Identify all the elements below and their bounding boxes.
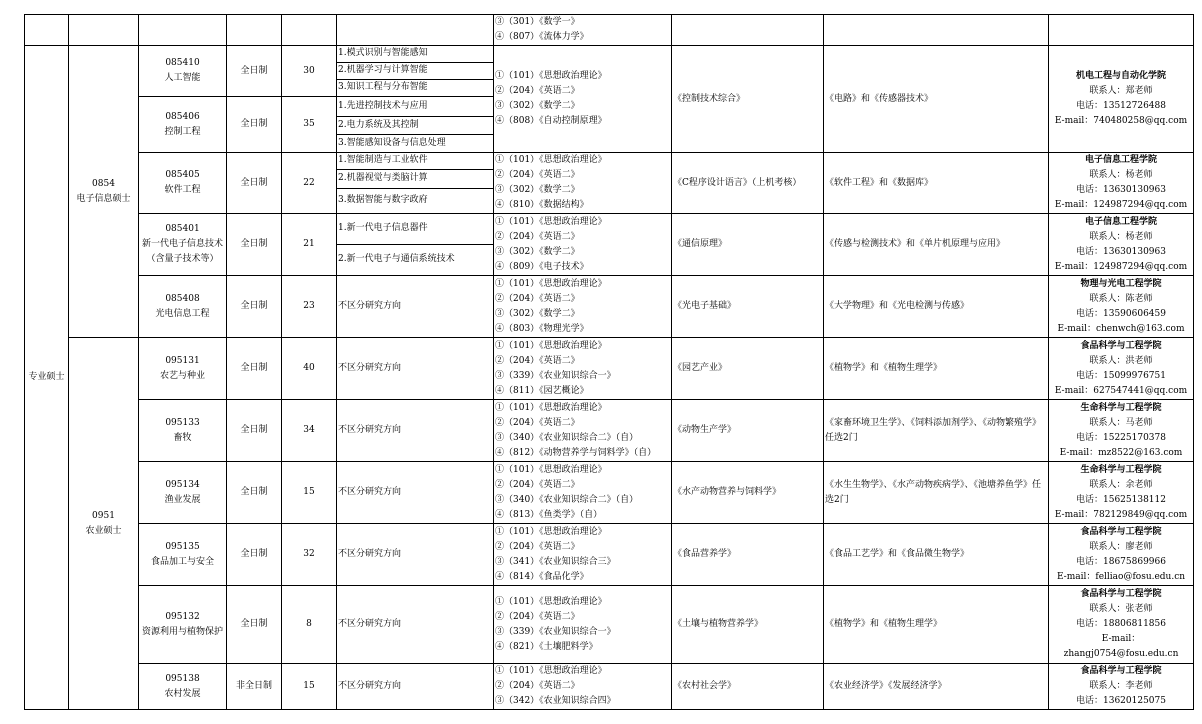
exam-subject: ④（821）《土壤肥料学》 [495, 641, 598, 652]
table-row [25, 276, 1194, 338]
major-name: 农艺与种业 [159, 370, 205, 381]
contact-phone: 电话：15625138112 [1076, 494, 1166, 505]
exam-subject: ③（302）《数学二》 [495, 185, 580, 195]
extra-subjects: 《大学物理》和《光电检测与传感》 [824, 276, 1049, 338]
contact-person: 联系人：马老师 [1089, 417, 1153, 428]
directions-list [337, 97, 493, 152]
extra-subjects: 《植物学》和《植物生理学》 [824, 586, 1049, 664]
exam-subjects-cell [494, 15, 672, 46]
study-mode: 全日制 [227, 338, 282, 400]
major-cell [139, 153, 227, 214]
directions-cell [337, 153, 494, 214]
professional-course: 《动物生产学》 [672, 400, 824, 462]
contact-dept: 机电工程与自动化学院 [1075, 71, 1166, 81]
quota: 35 [282, 97, 337, 153]
contact-dept: 电子信息工程学院 [1084, 216, 1157, 227]
study-mode: 非全日制 [227, 664, 282, 710]
direction-item: 1.模式识别与智能感知 [337, 46, 493, 62]
contact-cell [1049, 15, 1194, 46]
exam-subject: ③（340）《农业知识综合二》（自） [495, 494, 639, 505]
major-code: 085405 [165, 170, 200, 180]
study-mode: 全日制 [227, 153, 282, 214]
contact-phone: 电话：13620125075 [1076, 696, 1166, 706]
study-mode: 全日制 [227, 276, 282, 338]
table-row [25, 153, 1194, 214]
major-cell [139, 97, 227, 153]
professional-course: 《通信原理》 [672, 214, 824, 276]
professional-course: 《控制技术综合》 [672, 46, 824, 153]
exam-subjects-cell [494, 400, 672, 462]
contact-person: 联系人：洪老师 [1089, 355, 1153, 366]
professional-course: 《水产动物营养与饲料学》 [672, 462, 824, 524]
contact-dept: 食品科学与工程学院 [1080, 589, 1162, 599]
exam-subject: ①（101）《思想政治理论》 [495, 526, 607, 537]
quota: 32 [282, 524, 337, 586]
contact-phone: 电话：13630130963 [1076, 246, 1166, 257]
major-cell [139, 338, 227, 400]
major-code: 085408 [165, 293, 200, 304]
contact-email: E-mail：740480258@qq.com [1054, 116, 1188, 126]
exam-subject: ④（812）《动物营养学与饲料学》（自） [495, 447, 657, 458]
study-mode: 全日制 [227, 46, 282, 97]
table-row [25, 338, 1194, 400]
contact-cell [1049, 46, 1194, 153]
quota: 30 [282, 46, 337, 97]
exam-subject: ①（101）《思想政治理论》 [495, 596, 607, 607]
quota: 34 [282, 400, 337, 462]
major-cell [139, 462, 227, 524]
major-cell [139, 15, 227, 46]
discipline-name: 电子信息硕士 [76, 193, 131, 204]
category-cell [25, 15, 69, 46]
major-code: 085401 [165, 224, 200, 234]
major-code: 085410 [165, 58, 200, 68]
exam-subject: ②（204）《英语二》 [495, 293, 580, 304]
table-row [25, 46, 1194, 97]
exam-subjects-cell [494, 664, 672, 710]
table-row [25, 586, 1194, 664]
professional-course: 《园艺产业》 [672, 338, 824, 400]
major-cell [139, 664, 227, 710]
exam-subject: ①（101）《思想政治理论》 [495, 216, 607, 227]
extra-subjects: 《植物学》和《植物生理学》 [824, 338, 1049, 400]
directions-cell [337, 214, 494, 276]
contact-dept: 电子信息工程学院 [1084, 155, 1157, 165]
table-row [25, 524, 1194, 586]
direction-item: 2.电力系统及其控制 [337, 116, 493, 134]
contact-dept: 生命科学与工程学院 [1080, 464, 1162, 475]
contact-cell [1049, 400, 1194, 462]
direction-item: 1.先进控制技术与应用 [337, 97, 493, 116]
exam-subject: ④（811）《园艺概论》 [495, 385, 589, 396]
professional-course: 《光电子基础》 [672, 276, 824, 338]
major-code: 095133 [165, 417, 200, 428]
exam-subject: ②（204）《英语二》 [495, 231, 580, 242]
contact-cell [1049, 462, 1194, 524]
exam-subject: ③（302）《数学二》 [495, 308, 580, 319]
major-name: 渔业发展 [164, 494, 201, 505]
table-row [25, 664, 1194, 710]
contact-email: E-mail：782129849@qq.com [1054, 509, 1188, 520]
major-name: 光电信息工程 [155, 308, 210, 319]
contact-dept: 食品科学与工程学院 [1080, 526, 1162, 537]
exam-subject: ④（807）《流体力学》 [495, 32, 589, 42]
professional-course: 《土壤与植物营养学》 [672, 586, 824, 664]
directions-cell [337, 97, 494, 153]
directions-list [337, 153, 493, 213]
exam-subject: ③（302）《数学二》 [495, 101, 580, 111]
contact-person: 联系人：杨老师 [1089, 231, 1153, 242]
exam-subjects-cell [494, 462, 672, 524]
direction-item: 3.智能感知设备与信息处理 [338, 137, 446, 148]
exam-subject: ③（342）《农业知识综合四》 [495, 696, 616, 706]
major-name: 农村发展 [164, 688, 201, 699]
contact-phone: 电话：13512726488 [1076, 101, 1166, 111]
table-row [25, 214, 1194, 276]
professional-course: 《农村社会学》 [672, 664, 824, 710]
exam-subjects-cell [494, 46, 672, 153]
contact-email: E-mail：mz8522@163.com [1059, 447, 1183, 458]
discipline-cell [69, 15, 139, 46]
directions-text: 不区分研究方向 [337, 338, 494, 400]
major-code: 095134 [165, 479, 200, 490]
contact-person: 联系人：余老师 [1089, 479, 1153, 490]
exam-subject: ③（301）《数学一》 [495, 17, 580, 27]
contact-cell [1049, 276, 1194, 338]
major-code: 095135 [165, 541, 200, 552]
contact-phone: 电话：15099976751 [1076, 370, 1166, 381]
exam-subject: ③（341）《农业知识综合三》 [495, 556, 616, 567]
contact-phone: 电话：18675869966 [1076, 556, 1166, 567]
major-code: 095138 [165, 673, 200, 684]
direction-item: 1.智能制造与工业软件 [337, 153, 493, 169]
quota: 22 [282, 153, 337, 214]
contact-cell [1049, 586, 1194, 664]
extra-subjects: 《电路》和《传感器技术》 [824, 46, 1049, 153]
exam-subject: ①（101）《思想政治理论》 [495, 155, 607, 165]
direction-item: 3.数据智能与数字政府 [338, 195, 428, 206]
directions-text: 不区分研究方向 [337, 462, 494, 524]
extra-subjects: 《家畜环境卫生学》、《饲料添加剂学》、《动物繁殖学》任选2门 [824, 400, 1049, 462]
exam-subject: ①（101）《思想政治理论》 [495, 402, 607, 413]
directions-text: 不区分研究方向 [337, 276, 494, 338]
directions-text: 不区分研究方向 [337, 524, 494, 586]
contact-cell [1049, 153, 1194, 214]
major-name: 控制工程 [164, 126, 201, 137]
contact-dept: 食品科学与工程学院 [1080, 340, 1162, 351]
contact-email: E-mail：124987294@qq.com [1054, 261, 1188, 272]
exam-subject: ②（204）《英语二》 [495, 86, 580, 96]
exam-subject: ②（204）《英语二》 [495, 611, 580, 622]
study-mode: 全日制 [227, 524, 282, 586]
contact-email: E-mail： [1101, 634, 1141, 644]
quota: 23 [282, 276, 337, 338]
major-name: 新一代电子信息技术 [141, 239, 223, 249]
quota: 21 [282, 214, 337, 276]
extra-subjects: 《农业经济学》《发展经济学》 [824, 664, 1049, 710]
exam-subjects-cell [494, 586, 672, 664]
directions-text: 不区分研究方向 [337, 400, 494, 462]
course-cell [672, 15, 824, 46]
contact-person: 联系人：张老师 [1089, 604, 1153, 614]
contact-email-address: zhangj0754@fosu.edu.cn [1063, 649, 1179, 659]
exam-subject: ③（339）《农业知识综合一》 [495, 626, 616, 637]
directions-list [337, 46, 493, 96]
professional-course: 《C程序设计语言》（上机考核） [672, 153, 824, 214]
exam-subject: ②（204）《英语二》 [495, 417, 580, 428]
contact-email: E-mail：627547441@qq.com [1054, 385, 1188, 396]
exam-subject: ④（814）《食品化学》 [495, 571, 589, 582]
directions-text: 不区分研究方向 [337, 664, 494, 710]
study-mode: 全日制 [227, 214, 282, 276]
discipline-name: 农业硕士 [85, 525, 122, 536]
discipline-cell [69, 46, 139, 338]
major-code: 095131 [165, 355, 200, 366]
contact-email: E-mail：felliao@fosu.edu.cn [1056, 571, 1186, 582]
directions-cell [337, 15, 494, 46]
contact-email: E-mail：124987294@qq.com [1054, 200, 1188, 210]
major-cell [139, 400, 227, 462]
contact-dept: 物理与光电工程学院 [1080, 278, 1162, 289]
major-name-note: （含量子技术等） [146, 254, 219, 264]
major-code: 085406 [165, 111, 200, 122]
study-mode: 全日制 [227, 462, 282, 524]
discipline-code: 0854 [92, 178, 115, 189]
admissions-table [24, 14, 1194, 710]
major-name: 软件工程 [164, 185, 201, 195]
contact-phone: 电话：13630130963 [1076, 185, 1166, 195]
quota-cell [282, 15, 337, 46]
direction-item: 2.机器学习与计算智能 [337, 62, 493, 79]
discipline-code: 0951 [92, 510, 115, 521]
contact-person: 联系人：郑老师 [1089, 86, 1153, 96]
contact-cell [1049, 214, 1194, 276]
quota: 8 [282, 586, 337, 664]
exam-subject: ①（101）《思想政治理论》 [495, 666, 607, 676]
contact-person: 联系人：陈老师 [1089, 293, 1153, 304]
extra-subjects: 《软件工程》和《数据库》 [824, 153, 1049, 214]
discipline-cell [69, 338, 139, 710]
direction-item: 3.知识工程与分布智能 [338, 82, 428, 93]
table-row [25, 400, 1194, 462]
contact-email: E-mail：chenwch@163.com [1057, 323, 1185, 334]
extra-subjects: 《食品工艺学》和《食品微生物学》 [824, 524, 1049, 586]
exam-subjects-cell [494, 338, 672, 400]
contact-phone: 电话：18806811856 [1076, 619, 1166, 629]
mode-cell [227, 15, 282, 46]
major-name: 人工智能 [164, 73, 201, 83]
contact-person: 联系人：杨老师 [1089, 170, 1153, 180]
exam-subject: ③（302）《数学二》 [495, 246, 580, 257]
contact-cell [1049, 664, 1194, 710]
quota: 40 [282, 338, 337, 400]
exam-subjects-cell [494, 276, 672, 338]
quota: 15 [282, 664, 337, 710]
table-row [25, 462, 1194, 524]
major-name: 畜牧 [173, 432, 192, 443]
exam-subjects-cell [494, 153, 672, 214]
exam-subject: ④（810）《数据结构》 [495, 200, 589, 210]
exam-subject: ④（813）《鱼类学》（自） [495, 509, 603, 520]
contact-phone: 电话：15225170378 [1076, 432, 1166, 443]
direction-item: 2.新一代电子与通信系统技术 [338, 254, 455, 265]
extra-subjects: 《传感与检测技术》和《单片机原理与应用》 [824, 214, 1049, 276]
exam-subject: ④（809）《电子技术》 [495, 261, 589, 272]
major-cell [139, 214, 227, 276]
contact-phone: 电话：13590606459 [1076, 308, 1166, 319]
exam-subject: ④（808）《自动控制原理》 [495, 116, 607, 126]
major-cell [139, 46, 227, 97]
contact-person: 联系人：李老师 [1089, 681, 1153, 691]
exam-subject: ①（101）《思想政治理论》 [495, 340, 607, 351]
extra-cell [824, 15, 1049, 46]
directions-list [337, 214, 493, 275]
exam-subject: ③（339）《农业知识综合一》 [495, 370, 616, 381]
exam-subjects-cell [494, 524, 672, 586]
table-row [25, 15, 1194, 46]
exam-subject: ③（340）《农业知识综合二》（自） [495, 432, 639, 443]
extra-subjects: 《水生生物学》、《水产动物疾病学》、《池塘养鱼学》任选2门 [824, 462, 1049, 524]
directions-text: 不区分研究方向 [337, 586, 494, 664]
study-mode: 全日制 [227, 586, 282, 664]
exam-subject: ②（204）《英语二》 [495, 479, 580, 490]
exam-subject: ②（204）《英语二》 [495, 681, 580, 691]
direction-item: 2.机器视觉与类脑计算 [337, 169, 493, 188]
contact-cell [1049, 338, 1194, 400]
major-name: 资源利用与植物保护 [141, 626, 223, 637]
contact-dept: 食品科学与工程学院 [1080, 666, 1162, 676]
study-mode: 全日制 [227, 97, 282, 153]
major-cell [139, 524, 227, 586]
professional-course: 《食品营养学》 [672, 524, 824, 586]
exam-subject: ②（204）《英语二》 [495, 541, 580, 552]
exam-subject: ②（204）《英语二》 [495, 355, 580, 366]
exam-subjects-cell [494, 214, 672, 276]
exam-subject: ④（803）《物理光学》 [495, 323, 589, 334]
exam-subject: ①（101）《思想政治理论》 [495, 464, 607, 475]
contact-dept: 生命科学与工程学院 [1080, 402, 1162, 413]
study-mode: 全日制 [227, 400, 282, 462]
category-label: 专业硕士 [25, 46, 69, 710]
directions-cell [337, 46, 494, 97]
major-name: 食品加工与安全 [150, 556, 214, 567]
major-cell [139, 586, 227, 664]
exam-subject: ②（204）《英语二》 [495, 170, 580, 180]
contact-person: 联系人：廖老师 [1089, 541, 1153, 552]
exam-subject: ①（101）《思想政治理论》 [495, 71, 607, 81]
direction-item: 1.新一代电子信息器件 [337, 214, 493, 244]
major-cell [139, 276, 227, 338]
quota: 15 [282, 462, 337, 524]
major-code: 095132 [165, 611, 200, 622]
contact-cell [1049, 524, 1194, 586]
exam-subject: ①（101）《思想政治理论》 [495, 278, 607, 289]
